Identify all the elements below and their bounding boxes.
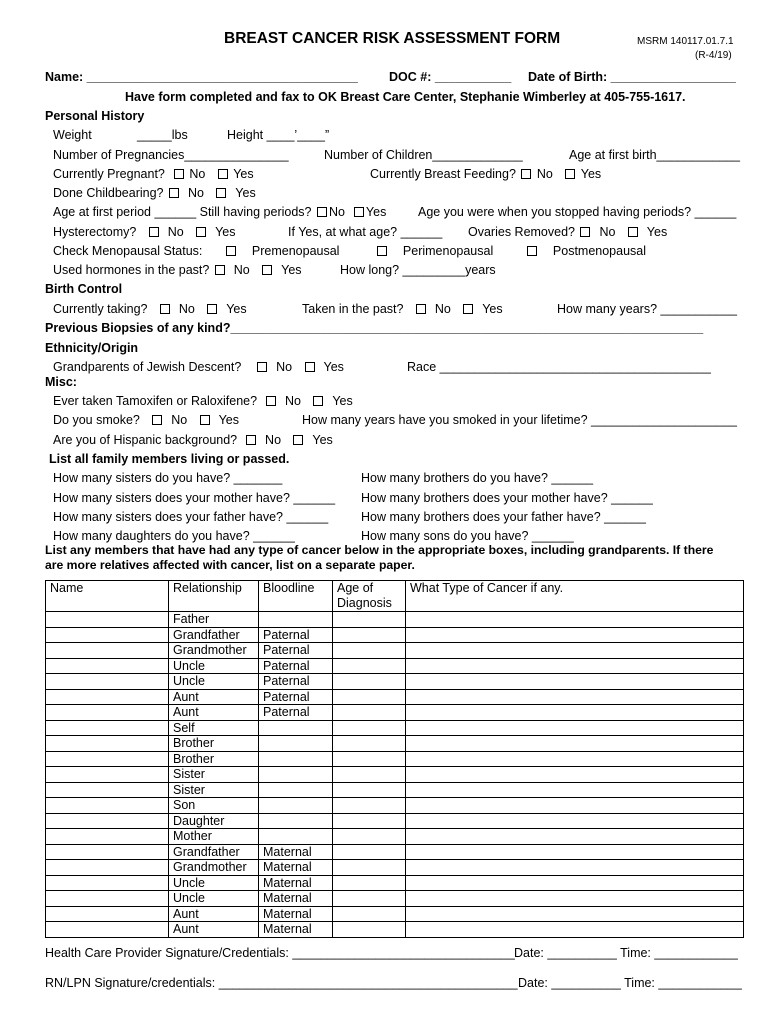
- age-diagnosis-cell[interactable]: [333, 782, 406, 798]
- age-diagnosis-cell[interactable]: [333, 829, 406, 845]
- cancer-type-cell[interactable]: [406, 860, 744, 876]
- premenopausal-label: Premenopausal: [251, 244, 340, 258]
- brothers-field[interactable]: How many brothers do you have? ______: [361, 471, 594, 485]
- smoke-no-checkbox[interactable]: [152, 415, 162, 425]
- age-diagnosis-cell[interactable]: [333, 891, 406, 907]
- relationship-cell: Grandmother: [169, 860, 259, 876]
- ovaries-label: Ovaries Removed?: [468, 225, 575, 239]
- no-label: No: [276, 360, 293, 374]
- cancer-type-cell[interactable]: [406, 922, 744, 938]
- table-row: [46, 844, 744, 860]
- relationship-cell: Aunt: [169, 922, 259, 938]
- cancer-type-cell[interactable]: [406, 906, 744, 922]
- pregnant-row: [53, 167, 254, 181]
- bloodline-cell: [259, 736, 333, 752]
- relationship-cell: Grandfather: [169, 844, 259, 860]
- feeding-label: Currently Breast Feeding?: [370, 167, 516, 181]
- bloodline-cell: Maternal: [259, 875, 333, 891]
- col-header-name: Name: [46, 581, 169, 612]
- smoke-label: Do you smoke?: [53, 413, 140, 427]
- tamoxifen-yes-checkbox[interactable]: [313, 396, 323, 406]
- age-diagnosis-cell[interactable]: [333, 658, 406, 674]
- age-diagnosis-cell[interactable]: [333, 798, 406, 814]
- tamoxifen-row: [53, 394, 353, 408]
- ovaries-no-checkbox[interactable]: [580, 227, 590, 237]
- bloodline-cell: Maternal: [259, 906, 333, 922]
- hysterectomy-row: [53, 225, 236, 239]
- height-field[interactable]: Height ____’____”: [227, 128, 330, 142]
- name-cell[interactable]: [46, 612, 169, 628]
- relationship-cell: Self: [169, 720, 259, 736]
- bc-years-field[interactable]: How many years? ___________: [557, 302, 737, 316]
- cancer-type-cell[interactable]: [406, 844, 744, 860]
- bc-past-yes-checkbox[interactable]: [463, 304, 473, 314]
- cancer-type-cell[interactable]: [406, 891, 744, 907]
- hormones-no-checkbox[interactable]: [215, 265, 225, 275]
- bloodline-cell: Paternal: [259, 689, 333, 705]
- col-header-relationship: Relationship: [169, 581, 259, 612]
- table-row: [46, 689, 744, 705]
- race-field[interactable]: Race _______________________________________: [407, 360, 711, 374]
- relationship-cell: Father: [169, 612, 259, 628]
- smoke-yes-checkbox[interactable]: [200, 415, 210, 425]
- doc-number-field[interactable]: DOC #: ___________: [389, 70, 512, 84]
- hormones-row: [53, 263, 302, 277]
- yes-label: Yes: [646, 225, 668, 239]
- family-table-body: [46, 612, 744, 938]
- cancer-type-cell[interactable]: [406, 658, 744, 674]
- table-row: [46, 813, 744, 829]
- table-row: [46, 767, 744, 783]
- bc-current-no-checkbox[interactable]: [160, 304, 170, 314]
- table-row: [46, 751, 744, 767]
- birth-control-heading: Birth Control: [45, 282, 123, 296]
- name-cell[interactable]: [46, 922, 169, 938]
- rn-date-time-field[interactable]: Date: __________ Time: ____________: [518, 976, 742, 990]
- yes-label: Yes: [580, 167, 602, 181]
- bloodline-cell: [259, 751, 333, 767]
- yes-label: Yes: [323, 360, 344, 374]
- children-field[interactable]: Number of Children_____________: [324, 148, 523, 162]
- period-row: [53, 205, 386, 219]
- no-label: No: [284, 394, 301, 408]
- table-row: [46, 627, 744, 643]
- cancer-type-cell[interactable]: [406, 612, 744, 628]
- age-diagnosis-cell[interactable]: [333, 689, 406, 705]
- name-cell[interactable]: [46, 689, 169, 705]
- yes-label: Yes: [332, 394, 353, 408]
- table-row: [46, 612, 744, 628]
- age-diagnosis-cell[interactable]: [333, 736, 406, 752]
- age-diagnosis-cell[interactable]: [333, 813, 406, 829]
- childbearing-no-checkbox[interactable]: [169, 188, 179, 198]
- relationship-cell: Brother: [169, 751, 259, 767]
- childbearing-row: [53, 186, 256, 200]
- table-row: [46, 736, 744, 752]
- name-cell[interactable]: [46, 674, 169, 690]
- father-sisters-field[interactable]: How many sisters does your father have? ______: [53, 510, 329, 524]
- yes-label: Yes: [281, 263, 302, 277]
- name-cell[interactable]: [46, 906, 169, 922]
- col-header-age-diagnosis: Age of Diagnosis: [333, 581, 406, 612]
- perimenopausal-label: Perimenopausal: [402, 244, 494, 258]
- yes-label: Yes: [215, 225, 236, 239]
- rn-signature-field[interactable]: RN/LPN Signature/credentials: ___________________________________________: [45, 976, 518, 990]
- form-code: MSRM 140117.01.7.1: [637, 36, 734, 47]
- table-row: [46, 674, 744, 690]
- cancer-type-cell[interactable]: [406, 705, 744, 721]
- bloodline-cell: [259, 720, 333, 736]
- ovaries-row: [468, 225, 667, 239]
- biopsies-field[interactable]: Previous Biopsies of any kind?____________________________________________________________________: [45, 321, 704, 335]
- age-diagnosis-cell[interactable]: [333, 922, 406, 938]
- col-header-bloodline: Bloodline: [259, 581, 333, 612]
- relationship-cell: Sister: [169, 767, 259, 783]
- yes-label: Yes: [226, 302, 247, 316]
- cancer-type-cell[interactable]: [406, 643, 744, 659]
- cancer-type-cell[interactable]: [406, 751, 744, 767]
- no-label: No: [536, 167, 553, 181]
- no-label: No: [434, 302, 451, 316]
- relationship-cell: Daughter: [169, 813, 259, 829]
- bloodline-cell: [259, 767, 333, 783]
- sisters-field[interactable]: How many sisters do you have? _______: [53, 471, 283, 485]
- relationship-cell: Aunt: [169, 906, 259, 922]
- relationship-cell: Uncle: [169, 674, 259, 690]
- tamoxifen-label: Ever taken Tamoxifen or Raloxifene?: [53, 394, 258, 408]
- yes-label: Yes: [233, 167, 254, 181]
- age-diagnosis-cell[interactable]: [333, 612, 406, 628]
- premenopausal-checkbox[interactable]: [226, 246, 236, 256]
- name-cell[interactable]: [46, 798, 169, 814]
- cancer-type-cell[interactable]: [406, 875, 744, 891]
- stopped-periods-field[interactable]: Age you were when you stopped having periods? ______: [418, 205, 737, 219]
- table-row: [46, 906, 744, 922]
- age-diagnosis-cell[interactable]: [333, 674, 406, 690]
- family-heading: List all family members living or passed.: [49, 452, 290, 466]
- table-row: [46, 798, 744, 814]
- hormones-yes-checkbox[interactable]: [262, 265, 272, 275]
- bc-past-no-checkbox[interactable]: [416, 304, 426, 314]
- relationship-cell: Sister: [169, 782, 259, 798]
- hormones-label: Used hormones in the past?: [53, 263, 210, 277]
- cancer-type-cell[interactable]: [406, 720, 744, 736]
- bc-current-label: Currently taking?: [53, 302, 148, 316]
- cancer-type-cell[interactable]: [406, 689, 744, 705]
- bloodline-cell: [259, 798, 333, 814]
- hormones-duration-field[interactable]: How long? _________years: [340, 263, 496, 277]
- instruction: Have form completed and fax to OK Breast Care Center, Stephanie Wimberley at 405-755-1617.: [125, 90, 686, 104]
- hysterectomy-no-checkbox[interactable]: [149, 227, 159, 237]
- weight-field[interactable]: _____lbs: [137, 128, 188, 142]
- bloodline-cell: [259, 813, 333, 829]
- pregnant-no-checkbox[interactable]: [174, 169, 184, 179]
- cancer-type-cell[interactable]: [406, 674, 744, 690]
- mother-brothers-field[interactable]: How many brothers does your mother have? ______: [361, 491, 653, 505]
- jewish-yes-checkbox[interactable]: [305, 362, 315, 372]
- menopausal-label: Check Menopausal Status:: [53, 244, 203, 258]
- table-row: [46, 891, 744, 907]
- age-diagnosis-cell[interactable]: [333, 875, 406, 891]
- name-cell[interactable]: [46, 860, 169, 876]
- periods-no-checkbox[interactable]: [317, 207, 327, 217]
- yes-label: Yes: [365, 205, 387, 219]
- first-period-field[interactable]: Age at first period ______ Still having periods?: [53, 205, 312, 219]
- yes-label: Yes: [218, 413, 239, 427]
- relationship-cell: Aunt: [169, 705, 259, 721]
- relationship-cell: Grandmother: [169, 643, 259, 659]
- feeding-row: [370, 167, 601, 181]
- jewish-row: [53, 360, 344, 374]
- bloodline-cell: Maternal: [259, 844, 333, 860]
- table-header-row: [46, 581, 744, 612]
- bloodline-cell: Maternal: [259, 922, 333, 938]
- cancer-type-cell[interactable]: [406, 813, 744, 829]
- name-cell[interactable]: [46, 844, 169, 860]
- name-cell[interactable]: [46, 736, 169, 752]
- no-label: No: [167, 225, 184, 239]
- no-label: No: [187, 186, 204, 200]
- hcp-signature-field[interactable]: Health Care Provider Signature/Credentials: ________________________________: [45, 946, 515, 960]
- pre-option: [224, 244, 339, 258]
- perimenopausal-checkbox[interactable]: [377, 246, 387, 256]
- table-row: [46, 643, 744, 659]
- name-cell[interactable]: [46, 720, 169, 736]
- ovaries-yes-checkbox[interactable]: [628, 227, 638, 237]
- hysterectomy-label: Hysterectomy?: [53, 225, 137, 239]
- age-diagnosis-cell[interactable]: [333, 720, 406, 736]
- misc-heading: Misc:: [45, 375, 77, 389]
- name-cell[interactable]: [46, 751, 169, 767]
- bloodline-cell: [259, 829, 333, 845]
- hispanic-row: [53, 433, 333, 447]
- no-label: No: [265, 433, 282, 447]
- name-cell[interactable]: [46, 829, 169, 845]
- no-label: No: [328, 205, 345, 219]
- name-cell[interactable]: [46, 643, 169, 659]
- cancer-type-cell[interactable]: [406, 798, 744, 814]
- no-label: No: [171, 413, 188, 427]
- form-revision: (R-4/19): [695, 50, 732, 61]
- table-row: [46, 720, 744, 736]
- form-title: BREAST CANCER RISK ASSESSMENT FORM: [224, 30, 561, 47]
- hispanic-label: Are you of Hispanic background?: [53, 433, 238, 447]
- name-cell[interactable]: [46, 813, 169, 829]
- bc-current-yes-checkbox[interactable]: [207, 304, 217, 314]
- relationship-cell: Son: [169, 798, 259, 814]
- no-label: No: [178, 302, 195, 316]
- postmenopausal-checkbox[interactable]: [527, 246, 537, 256]
- no-label: No: [233, 263, 250, 277]
- father-brothers-field[interactable]: How many brothers does your father have? ______: [361, 510, 646, 524]
- cancer-type-cell[interactable]: [406, 829, 744, 845]
- age-diagnosis-cell[interactable]: [333, 751, 406, 767]
- weight-label: Weight: [53, 128, 92, 142]
- table-row: [46, 782, 744, 798]
- pregnant-yes-checkbox[interactable]: [218, 169, 228, 179]
- childbearing-yes-checkbox[interactable]: [216, 188, 226, 198]
- age-diagnosis-cell[interactable]: [333, 844, 406, 860]
- daughters-field[interactable]: How many daughters do you have? ______: [53, 529, 295, 543]
- table-row: [46, 658, 744, 674]
- no-label: No: [189, 167, 206, 181]
- table-row: [46, 875, 744, 891]
- no-label: No: [599, 225, 616, 239]
- age-diagnosis-cell[interactable]: [333, 627, 406, 643]
- relationship-cell: Uncle: [169, 658, 259, 674]
- age-diagnosis-cell[interactable]: [333, 906, 406, 922]
- bloodline-cell: Paternal: [259, 627, 333, 643]
- hcp-date-time-field[interactable]: Date: __________ Time: ____________: [514, 946, 738, 960]
- cancer-note-line-2: are more relatives affected with cancer, list on a separate paper.: [45, 558, 415, 572]
- bloodline-cell: Maternal: [259, 860, 333, 876]
- bc-past-label: Taken in the past?: [302, 302, 404, 316]
- table-row: [46, 829, 744, 845]
- sons-field[interactable]: How many sons do you have? ______: [361, 529, 574, 543]
- relationship-cell: Uncle: [169, 875, 259, 891]
- periods-yes-checkbox[interactable]: [354, 207, 364, 217]
- mother-sisters-field[interactable]: How many sisters does your mother have? ______: [53, 491, 336, 505]
- table-row: [46, 860, 744, 876]
- bloodline-cell: Paternal: [259, 658, 333, 674]
- feeding-no-checkbox[interactable]: [521, 169, 531, 179]
- age-diagnosis-cell[interactable]: [333, 705, 406, 721]
- dob-field[interactable]: Date of Birth: __________________: [528, 70, 736, 84]
- peri-option: [375, 244, 493, 258]
- name-cell[interactable]: [46, 891, 169, 907]
- postmenopausal-label: Postmenopausal: [552, 244, 647, 258]
- yes-label: Yes: [312, 433, 333, 447]
- table-row: [46, 922, 744, 938]
- first-birth-field[interactable]: Age at first birth____________: [569, 148, 740, 162]
- age-diagnosis-cell[interactable]: [333, 767, 406, 783]
- cancer-type-cell[interactable]: [406, 736, 744, 752]
- bloodline-cell: Paternal: [259, 643, 333, 659]
- cancer-type-cell[interactable]: [406, 782, 744, 798]
- ethnicity-heading: Ethnicity/Origin: [45, 341, 139, 355]
- relationship-cell: Uncle: [169, 891, 259, 907]
- name-cell[interactable]: [46, 875, 169, 891]
- cancer-type-cell[interactable]: [406, 627, 744, 643]
- name-cell[interactable]: [46, 782, 169, 798]
- relationship-cell: Aunt: [169, 689, 259, 705]
- smoked-years-field[interactable]: How many years have you smoked in your lifetime? _____________________: [302, 413, 738, 427]
- name-cell[interactable]: [46, 627, 169, 643]
- relationship-cell: Mother: [169, 829, 259, 845]
- hispanic-no-checkbox[interactable]: [246, 435, 256, 445]
- bloodline-cell: Paternal: [259, 674, 333, 690]
- name-cell[interactable]: [46, 705, 169, 721]
- pregnancies-field[interactable]: Number of Pregnancies_______________: [53, 148, 289, 162]
- hysterectomy-age-field[interactable]: If Yes, at what age? ______: [288, 225, 443, 239]
- table-row: [46, 705, 744, 721]
- childbearing-label: Done Childbearing?: [53, 186, 164, 200]
- yes-label: Yes: [235, 186, 256, 200]
- personal-history-heading: Personal History: [45, 109, 145, 123]
- relationship-cell: Grandfather: [169, 627, 259, 643]
- jewish-no-checkbox[interactable]: [257, 362, 267, 372]
- name-cell[interactable]: [46, 767, 169, 783]
- col-header-cancer-type: What Type of Cancer if any.: [406, 581, 744, 612]
- pregnant-label: Currently Pregnant?: [53, 167, 165, 181]
- smoke-row: [53, 413, 239, 427]
- bloodline-cell: Paternal: [259, 705, 333, 721]
- cancer-type-cell[interactable]: [406, 767, 744, 783]
- bloodline-cell: [259, 782, 333, 798]
- age-diagnosis-cell[interactable]: [333, 860, 406, 876]
- bloodline-cell: [259, 612, 333, 628]
- yes-label: Yes: [482, 302, 503, 316]
- family-cancer-table: [45, 580, 744, 938]
- age-diagnosis-cell[interactable]: [333, 643, 406, 659]
- bc-current-row: [53, 302, 247, 316]
- hysterectomy-yes-checkbox[interactable]: [196, 227, 206, 237]
- name-cell[interactable]: [46, 658, 169, 674]
- cancer-note-line-1: List any members that have had any type of cancer below in the appropriate boxes, including grandparents. If there: [45, 543, 714, 557]
- jewish-label: Grandparents of Jewish Descent?: [53, 360, 242, 374]
- hispanic-yes-checkbox[interactable]: [293, 435, 303, 445]
- feeding-yes-checkbox[interactable]: [565, 169, 575, 179]
- name-field[interactable]: Name: _______________________________________: [45, 70, 358, 84]
- tamoxifen-no-checkbox[interactable]: [266, 396, 276, 406]
- relationship-cell: Brother: [169, 736, 259, 752]
- post-option: [525, 244, 646, 258]
- bloodline-cell: Maternal: [259, 891, 333, 907]
- bc-past-row: [302, 302, 503, 316]
